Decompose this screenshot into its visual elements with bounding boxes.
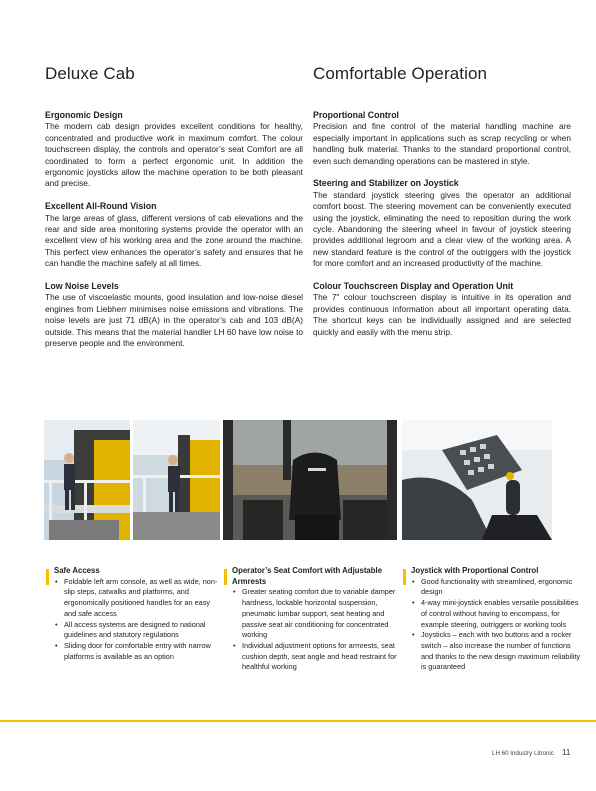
- left-heading: Deluxe Cab: [45, 64, 135, 83]
- feature-title: Joystick with Proportional Control: [411, 566, 539, 575]
- list-item: • 4-way mini-joystick enables versatile possibilities of control without having to encompass, for example steering, outriggers or working tools: [411, 598, 581, 630]
- footer-divider: [0, 720, 596, 722]
- accent-bar: [46, 569, 49, 585]
- section-title: Ergonomic Design: [45, 110, 123, 120]
- list-item: • All access systems are designed to national guidelines and statutory regulations: [54, 620, 224, 641]
- right-column: [313, 110, 571, 349]
- list-item: • Foldable left arm console, as well as wide, non-slip steps, catwalks and platforms, and ergonomically positioned handles for an easy and safe access: [54, 577, 224, 620]
- section-body: The use of viscoelastic mounts, good insulation and low-noise diesel engines from Liebherr minimises noise emissions and vibrations. The noise levels are just 71 dB(A) in the operator’s cab and 103 dB(A) outside. This means that the material handler LH 60 have low noise to preserve people and the environment.: [45, 292, 303, 349]
- list-item: • Greater seating comfort due to variable damper hardness, lockable horizontal suspension, pneumatic lumbar support, seat heating and passive seat air conditioning for concentrated working: [232, 587, 402, 641]
- list-item: • Good functionality with streamlined, ergonomic design: [411, 577, 581, 598]
- footer-label: LH 60 Industry Litronic: [492, 750, 554, 757]
- photo-safe-access-2: [133, 420, 220, 540]
- feature-list: [411, 577, 581, 673]
- section-title: Excellent All-Round Vision: [45, 201, 157, 212]
- section-body: The large areas of glass, different versions of cab elevations and the rear and side area monitoring systems provide the operator with an excellent view of his working area and the zone around the machine. This perfect view enhances the operator’s safety and ensures that he can handle the machine safely at all times.: [45, 212, 303, 269]
- feature-list: [232, 587, 402, 673]
- page-number: 11: [562, 748, 571, 757]
- feature-title: Operator’s Seat Comfort with Adjustable Armrests: [232, 566, 383, 586]
- feature-safe-access: [54, 566, 224, 662]
- accent-bar: [224, 569, 227, 585]
- section-title: Colour Touchscreen Display and Operation Unit: [313, 281, 514, 292]
- feature-joystick: [411, 566, 581, 673]
- section-title: Proportional Control: [313, 110, 400, 120]
- section-body: The standard joystick steering gives the operator an additional comfort boost. The steering movement can be conveniently executed using the joystick, eliminating the need to reposition during the work cycle. Abandoning the steering wheel in favour of joystick steering provides additional legroom and a clear view of the working area. A new standard feature is the control of the outriggers with the joystick for more comfort and an increased productivity of the machine.: [313, 189, 571, 269]
- feature-seat-comfort: [232, 566, 402, 673]
- feature-list: [54, 577, 224, 663]
- section-title: Low Noise Levels: [45, 281, 119, 292]
- section-body: The modern cab design provides excellent conditions for healthy, concentrated and productive work in maximum comfort. The colour touchscreen display, the controls and operator’s seat Comfort are all coordinated to form a perfect ergonomic unit. In addition the ergonomic joysticks allow the machine operation to be both pleasant and precise.: [45, 121, 303, 189]
- section-body: The 7" colour touchscreen display is intuitive in its operation and provides continuous information about all important operating data. The shortcut keys can be individually assigned and are selected quickly and easily with the menu strip.: [313, 292, 571, 337]
- section-title: Steering and Stabilizer on Joystick: [313, 178, 459, 189]
- section-body: Precision and fine control of the material handling machine are especially important in applications such as scrap recycling or when handling bulk material. Thanks to the standard proportional control, even such demanding operations can be mastered in style.: [313, 121, 571, 166]
- list-item: • Sliding door for comfortable entry with narrow platforms is available as an option: [54, 641, 224, 662]
- photo-safe-access-1: [44, 420, 130, 540]
- list-item: • Joysticks – each with two buttons and a rocker switch – also increase the number of functions and thanks to the new design maximum reliability is guaranteed: [411, 630, 581, 673]
- photo-operator-seat: [223, 420, 397, 540]
- feature-title: Safe Access: [54, 566, 100, 575]
- left-column: [45, 110, 303, 361]
- list-item: • Individual adjustment options for armrests, seat cushion depth, seat angle and head restraint for healthful working: [232, 641, 402, 673]
- photo-joystick: [402, 420, 552, 540]
- accent-bar: [403, 569, 406, 585]
- right-heading: Comfortable Operation: [313, 64, 488, 83]
